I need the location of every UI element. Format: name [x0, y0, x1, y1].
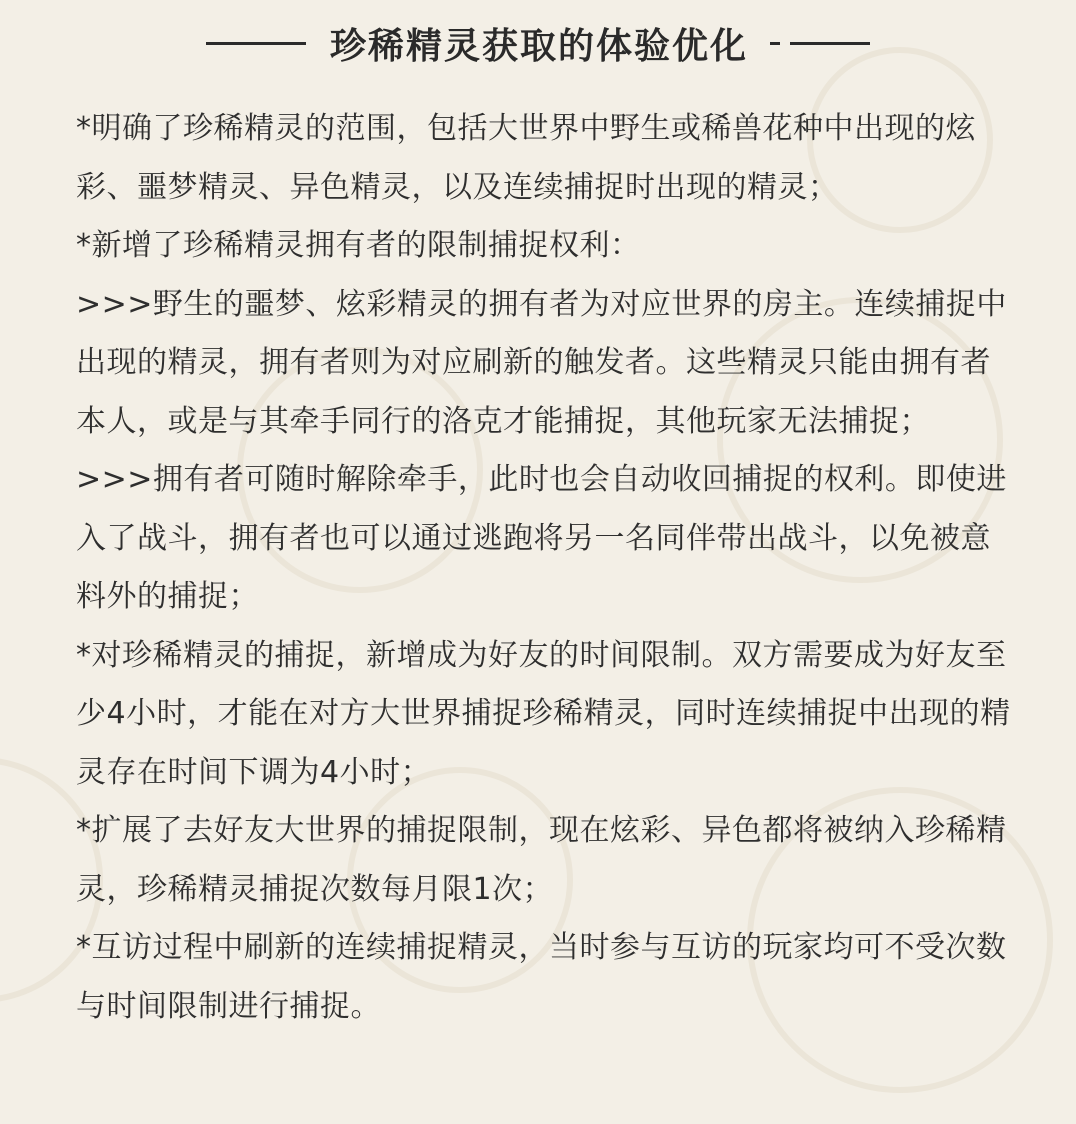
paragraph-rare-scope: *明确了珍稀精灵的范围，包括大世界中野生或稀兽花种中出现的炫彩、噩梦精灵、异色精灵，以及连续捕捉时出现的精灵； — [76, 111, 976, 205]
header-right-rule — [770, 42, 870, 45]
header-left-rule — [206, 42, 306, 45]
section-header — [0, 18, 1076, 68]
paragraph-release-handhold: >>>拥有者可随时解除牵手，此时也会自动收回捕捉的权利。即使进入了战斗，拥有者也可以通过逃跑将另一名同伴带出战斗，以免被意料外的捕捉； — [76, 462, 1007, 614]
changelog-body — [76, 100, 1016, 1036]
paragraph-friend-time-limit: *对珍稀精灵的捕捉，新增成为好友的时间限制。双方需要成为好友至少4小时，才能在对方大世界捕捉珍稀精灵，同时连续捕捉中出现的精灵存在时间下调为4小时； — [76, 637, 1011, 790]
section-title: 珍稀精灵获取的体验优化 — [329, 25, 748, 67]
paragraph-owner-rights: *新增了珍稀精灵拥有者的限制捕捉权利： — [76, 228, 641, 263]
paragraph-capture-limit: *扩展了去好友大世界的捕捉限制，现在炫彩、异色都将被纳入珍稀精灵，珍稀精灵捕捉次数每月限1次； — [76, 813, 1007, 907]
paragraph-visit-capture: *互访过程中刷新的连续捕捉精灵，当时参与互访的玩家均可不受次数与时间限制进行捕捉。 — [76, 930, 1007, 1024]
paragraph-owner-definition: >>>野生的噩梦、炫彩精灵的拥有者为对应世界的房主。连续捕捉中出现的精灵，拥有者则为对应刷新的触发者。这些精灵只能由拥有者本人，或是与其牵手同行的洛克才能捕捉，其他玩家无法捕捉； — [76, 286, 1007, 439]
